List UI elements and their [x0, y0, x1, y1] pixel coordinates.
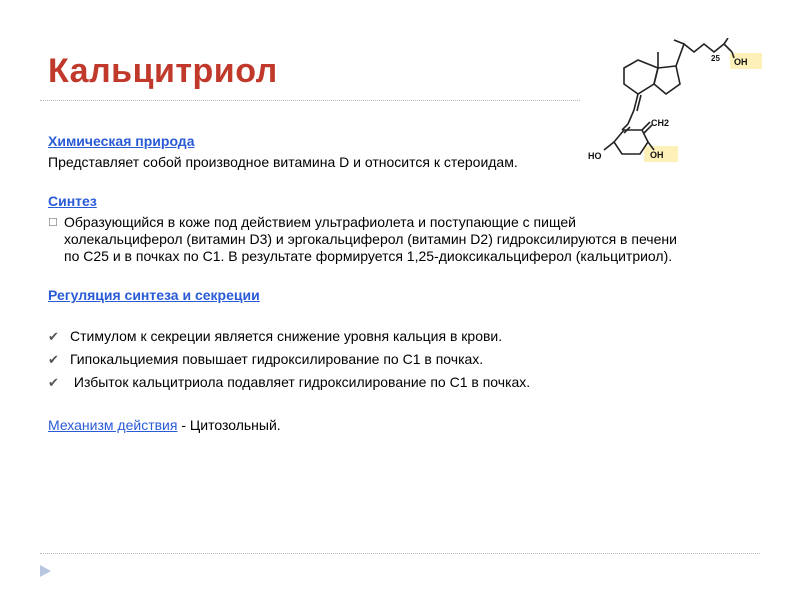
regulation-item [48, 374, 688, 391]
mechanism-link[interactable]: Механизм действия [48, 417, 178, 433]
regulation-heading: Регуляция синтеза и секреции [48, 287, 260, 303]
oh-bottom-label: OH [650, 150, 664, 160]
regulation-item-text: Стимулом к секреции является снижение уровня кальция в крови. [70, 328, 503, 344]
chem-nature-heading: Химическая природа [48, 133, 195, 149]
c25-label: 25 [711, 54, 720, 63]
ch2-label: CH2 [651, 118, 670, 128]
oh-top-label: OH [734, 57, 748, 67]
regulation-item [48, 351, 688, 368]
regulation-item [48, 328, 688, 345]
play-arrow-icon [38, 564, 52, 578]
checkmark-icon: ✔ [48, 352, 59, 367]
title-divider [40, 100, 580, 101]
slide-title: Кальцитриол [48, 52, 278, 90]
checkmark-icon: ✔ [48, 329, 59, 344]
ring-c [624, 60, 658, 94]
mechanism-row [48, 417, 688, 434]
triene-bond-2 [628, 110, 634, 124]
side-chain-methyl [674, 40, 684, 44]
synthesis-text: Образующийся в коже под действием ультрафиолета и поступающие с пищей холекальциферол (витамин D3) и эргокальциферол (витамин D2) гидроксилируются в печени по C25 и в почках по C1. В результате формируется 1,25-диоксикальциферол (кальцитриол). [64, 214, 677, 264]
side-chain [676, 44, 732, 66]
synthesis-heading: Синтез [48, 193, 97, 209]
ho-label: HO [588, 151, 602, 161]
chem-nature-text: Представляет собой производное витамина D и относится к стероидам. [48, 154, 518, 170]
regulation-item-text: Избыток кальцитриола подавляет гидроксилирование по C1 в почках. [70, 374, 531, 390]
synthesis-item [48, 214, 688, 265]
c25-methyl [724, 38, 728, 44]
mechanism-text: - Цитозольный. [177, 417, 281, 433]
regulation-item-text: Гипокальциемия повышает гидроксилирование по C1 в почках. [70, 351, 484, 367]
square-bullet-icon: ☐ [48, 217, 58, 229]
footer-divider [40, 553, 760, 554]
checkmark-icon: ✔ [48, 375, 59, 390]
slide-body [48, 133, 688, 434]
